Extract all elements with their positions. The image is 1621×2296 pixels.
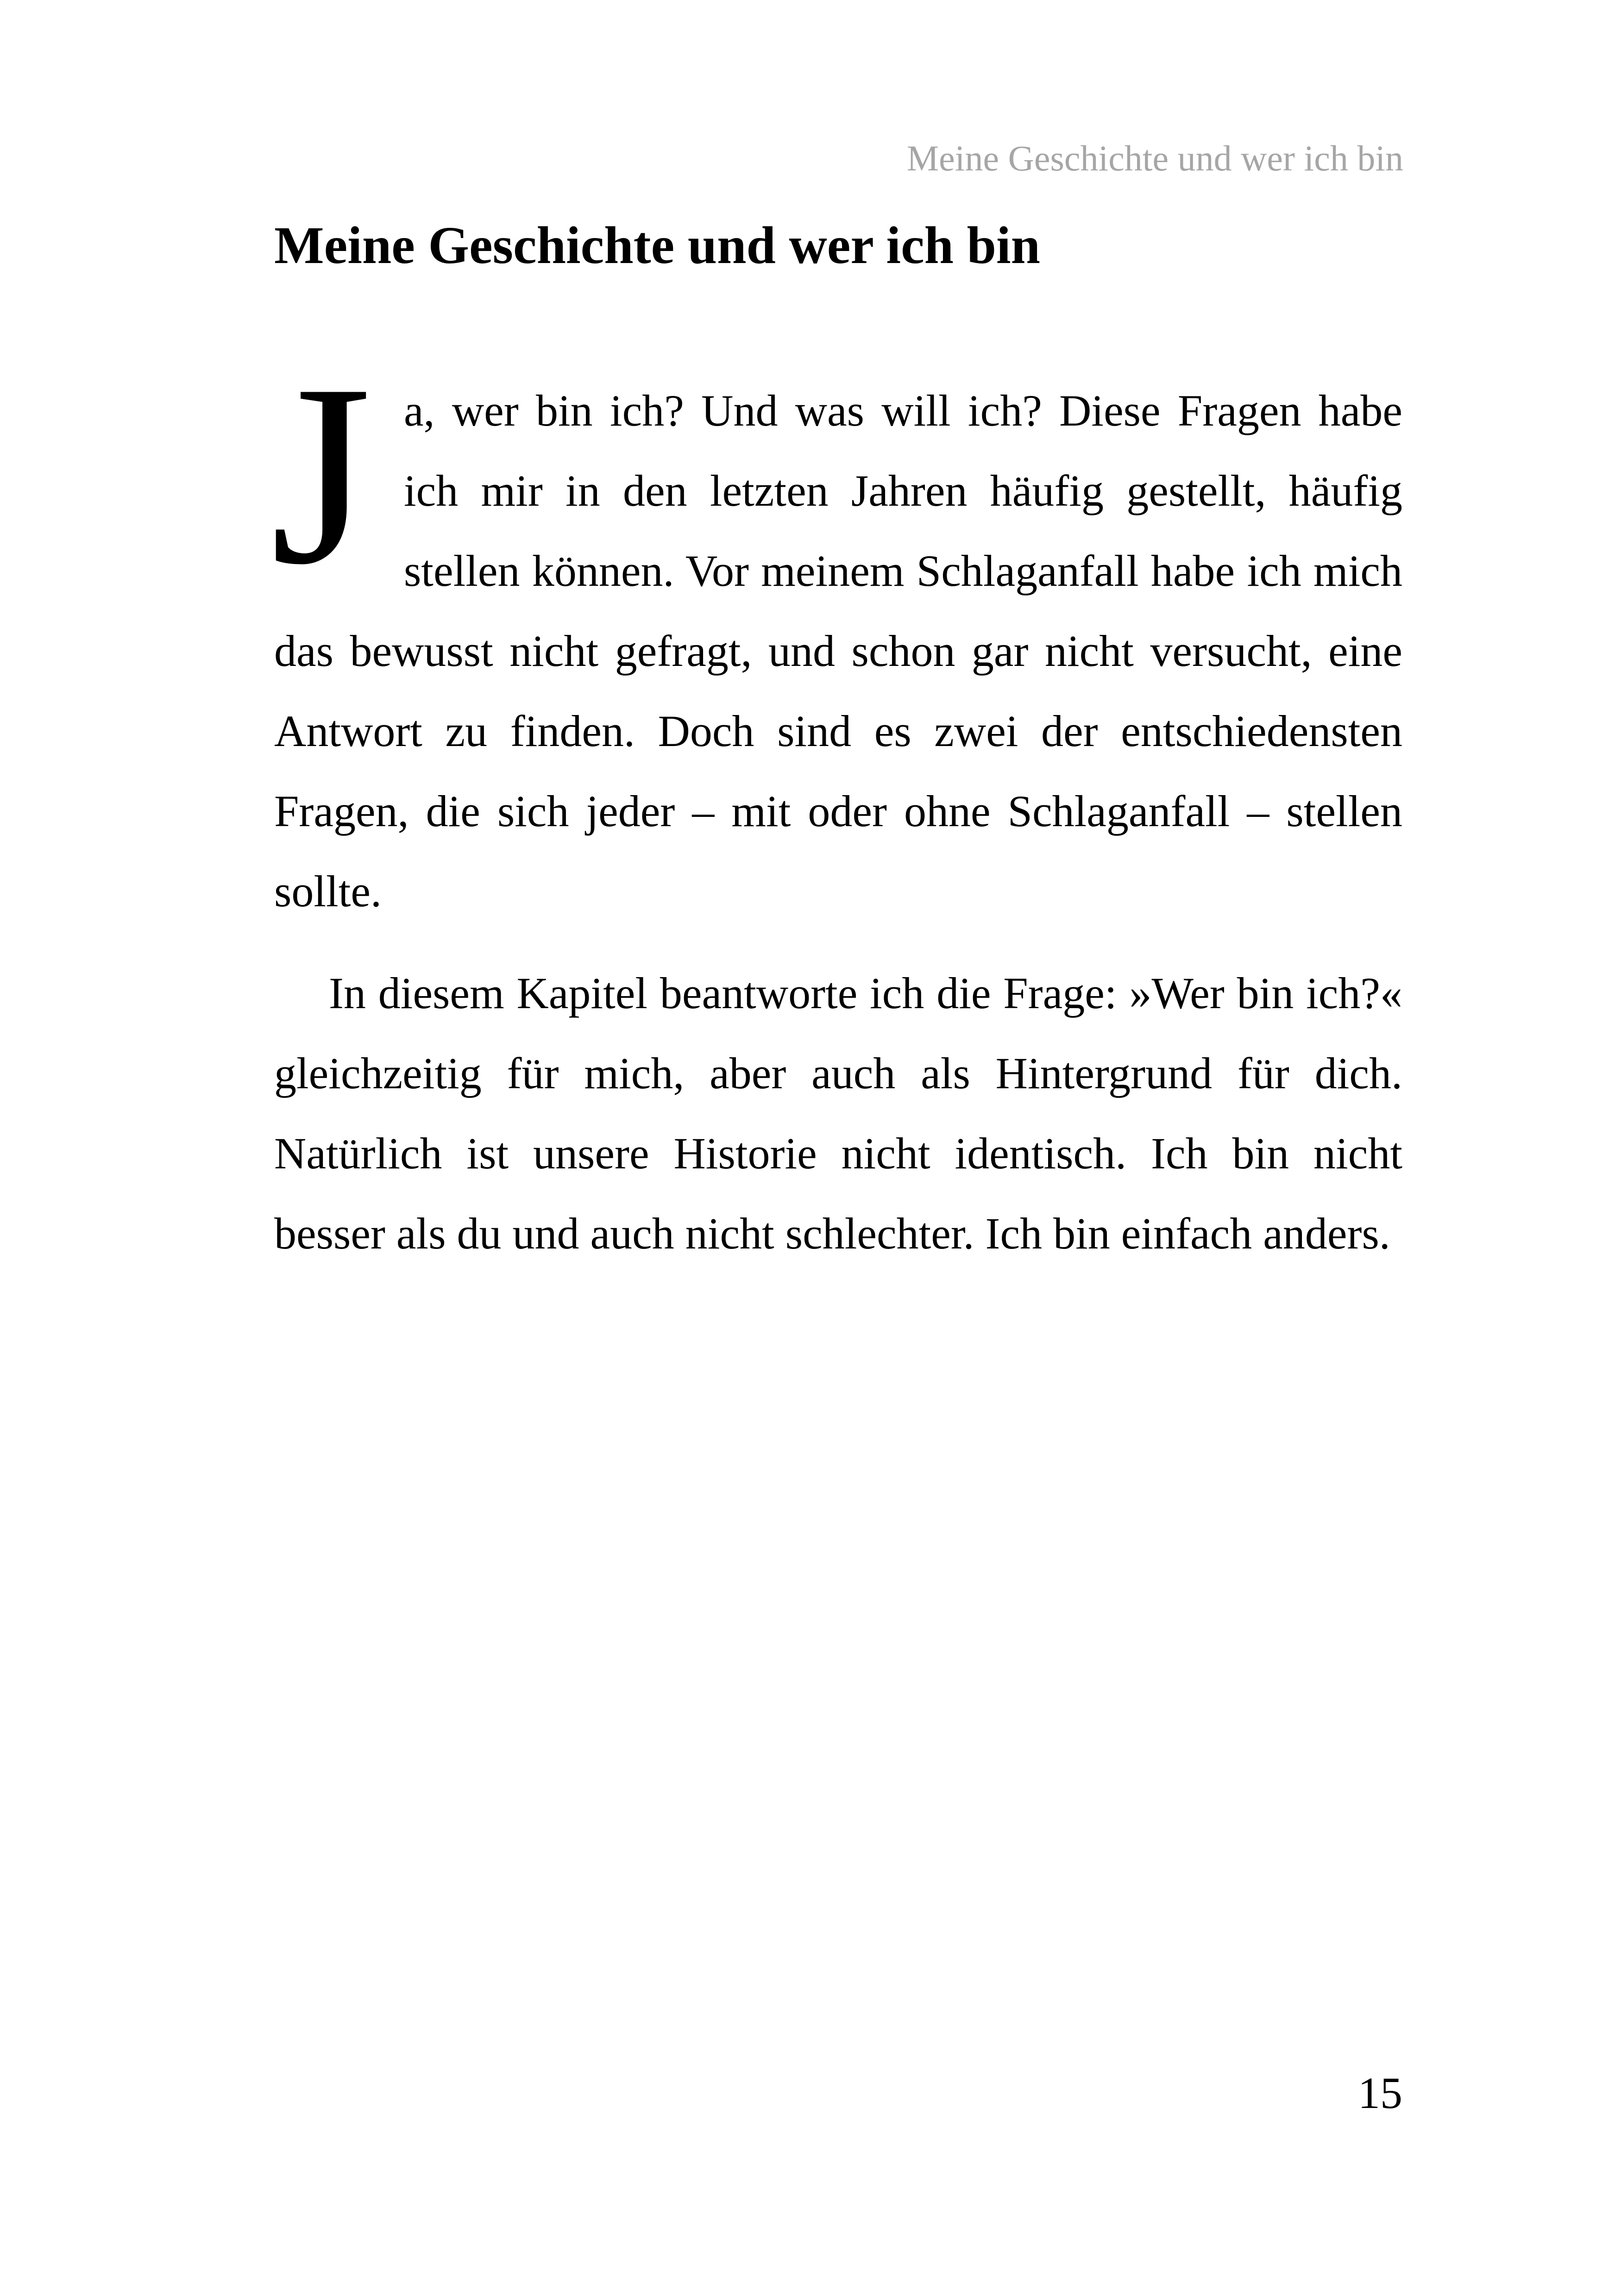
chapter-title: Meine Geschichte und wer ich bin	[274, 216, 1041, 275]
running-header: Meine Geschichte und wer ich bin	[906, 138, 1403, 178]
paragraph-1-text: a, wer bin ich? Und was will ich? Diese Fragen habe ich mir in den letzten Jahren häufig gestellt, häufig stellen können. Vor meinem Schlaganfall habe ich mich das bewusst nicht gefragt, und schon gar nicht versucht, eine Antwort zu finden. Doch sind es zwei der entschiedensten Fragen, die sich jeder – mit oder ohne Schlaganfall – stellen sollte.	[274, 386, 1402, 916]
paragraph-2: In diesem Kapitel beantworte ich die Frage: »Wer bin ich?« gleichzeitig für mich, aber auch als Hintergrund für dich. Natürlich ist unsere Historie nicht identisch. Ich bin nicht besser als du und auch nicht schlechter. Ich bin einfach anders.	[274, 968, 1402, 1258]
paragraph-1	[270, 331, 1402, 931]
drop-cap: J	[270, 331, 371, 618]
body-text	[270, 331, 1402, 1273]
page-number: 15	[1358, 2068, 1402, 2118]
